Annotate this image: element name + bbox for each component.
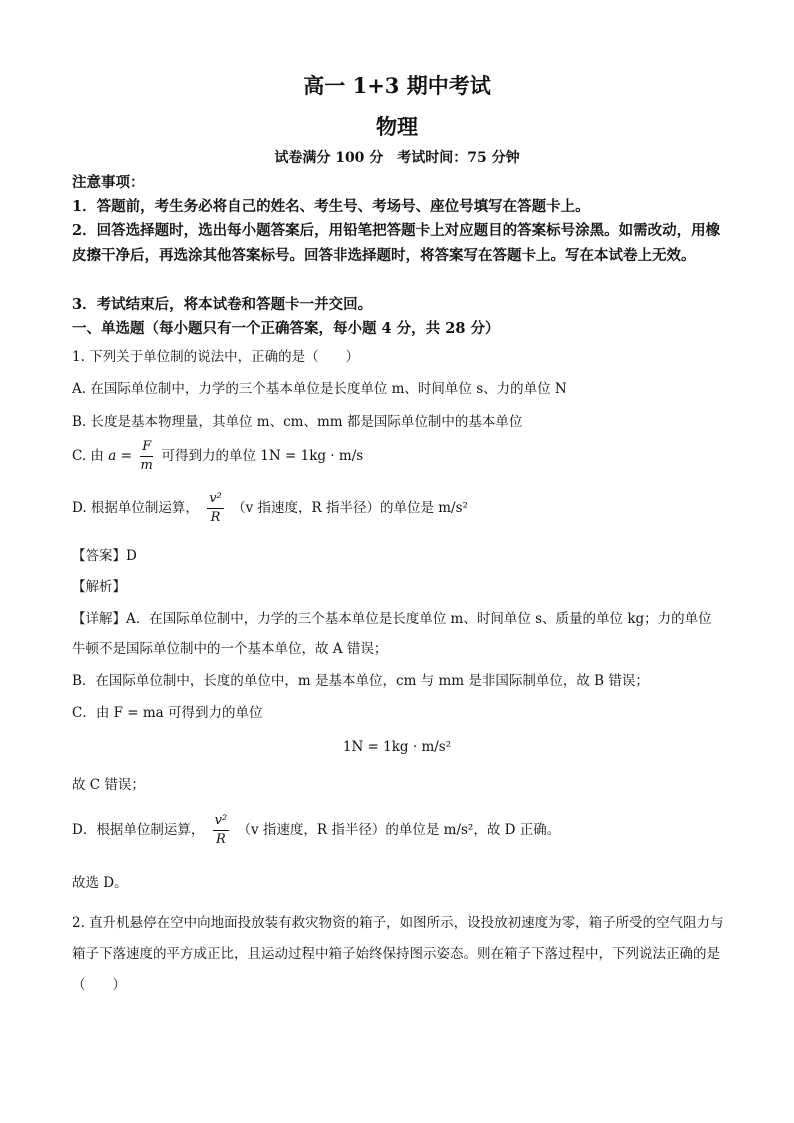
q1-stem: 1. 下列关于单位制的说法中，正确的是（ ） — [72, 349, 360, 365]
q1-option-a: A. 在国际单位制中，力学的三个基本单位是长度单位 m、时间单位 s、力的单位 N — [72, 381, 567, 397]
q1-detail-c: C．由 F = ma 可得到力的单位 — [72, 705, 263, 721]
q1-analysis-label: 【解析】 — [72, 579, 126, 595]
q1-option-c-denominator: m — [140, 458, 153, 473]
q2-stem: 2. 直升机悬停在空中向地面投放装有救灾物资的箱子，如图所示，设投放初速度为零，箱子所受的空气阻力与箱子下落速度的平方成正比，且运动过程中箱子始终保持图示姿态。则在箱子下落过程中，下列说法正确的是（ ） — [72, 915, 724, 993]
q1-option-c-suffix: 可得到力的单位 1N = 1kg · m/s — [161, 448, 364, 464]
q1-detail-d-suffix: （v 指速度，R 指半径）的单位是 m/s²，故 D 正确。 — [237, 822, 561, 838]
q1-option-c-lhs: a = — [108, 448, 132, 464]
q1-option-b: B. 长度是基本物理量，其单位 m、cm、mm 都是国际单位制中的基本单位 — [72, 414, 523, 430]
q1-option-d-denominator: R — [210, 510, 221, 525]
q1-detail-d-prefix: D．根据单位制运算， — [72, 822, 205, 838]
subject-title: 物理 — [376, 114, 418, 139]
section-1-heading: 一、单选题（每小题只有一个正确答案，每小题 4 分，共 28 分） — [72, 320, 500, 337]
exam-title: 高一 1+3 期中考试 — [303, 73, 491, 98]
q1-answer: 【答案】D — [72, 548, 137, 564]
note-item-2: 2．回答选择题时，选出每小题答案后，用铅笔把答题卡上对应题目的答案标号涂黑。如需改动，用橡皮擦干净后，再选涂其他答案标号。回答非选择题时，将答案写在答题卡上。写在本试卷上无效。 — [72, 222, 721, 264]
note-item-3: 3．考试结束后，将本试卷和答题卡一并交回。 — [72, 296, 373, 313]
q1-option-c-prefix: C. 由 — [72, 448, 104, 464]
q1-option-d-numerator: v² — [207, 490, 224, 509]
q1-detail-d-denominator: R — [216, 832, 226, 847]
q1-detail-d — [72, 812, 724, 849]
q1-detail-a: 【详解】A．在国际单位制中，力学的三个基本单位是长度单位 m、时间单位 s、质量的单位 kg；力的单位牛顿不是国际单位制中的一个基本单位，故 A 错误； — [72, 611, 712, 657]
q1-detail-d-numerator: v² — [213, 812, 230, 831]
q1-option-c — [72, 438, 724, 475]
q1-option-d-fraction — [207, 490, 224, 527]
q1-option-d-prefix: D. 根据单位制运算， — [72, 500, 199, 516]
notes-heading: 注意事项： — [72, 174, 145, 191]
q1-option-d-suffix: （v 指速度，R 指半径）的单位是 m/s² — [232, 500, 468, 516]
q1-detail-b: B．在国际单位制中，长度的单位中，m 是基本单位，cm 与 mm 是非国际制单位，故 B 错误； — [72, 673, 649, 689]
q1-detail-c-equation: 1N = 1kg · m/s² — [342, 739, 452, 755]
q1-detail-d-fraction — [213, 812, 230, 849]
q1-option-c-fraction — [140, 438, 153, 475]
q1-detail-c-end: 故 C 错误； — [72, 777, 145, 793]
exam-info: 试卷满分 100 分 考试时间：75 分钟 — [274, 150, 520, 166]
note-item-1: 1．答题前，考生务必将自己的姓名、考生号、考场号、座位号填写在答题卡上。 — [72, 198, 590, 215]
q1-option-c-numerator: F — [140, 438, 153, 457]
q1-option-d — [72, 490, 724, 527]
q1-conclusion: 故选 D。 — [72, 875, 128, 891]
